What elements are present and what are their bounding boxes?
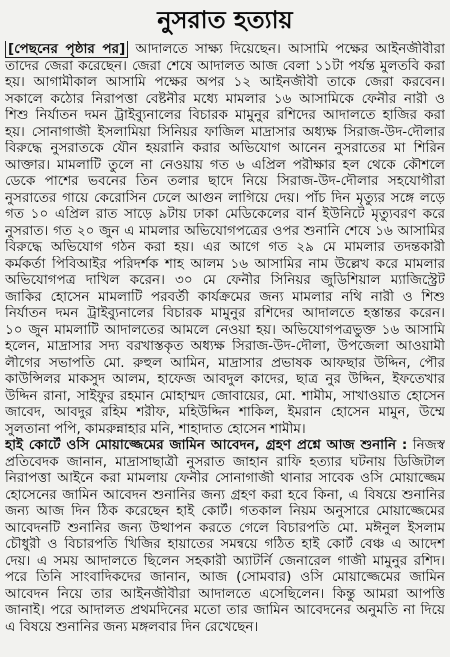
article-line: দেয়। এ সময় আদালতে ছিলেন সহকারী অ্যাটর্নি জেনারেল গাজী মামুনুর রশিদ।: [5, 552, 445, 569]
article-line: [5, 437, 445, 454]
article-line: প্রতিবেদক জানান, মাদ্রাসাছাত্রী নুসরাত জাহান রাফি হত্যার ঘটনায় ডিজিটাল: [5, 453, 445, 470]
article-line-text: নিজস্ব: [412, 437, 445, 453]
article-line: নুসরাত। গত ২০ জুন এ মামলার অভিযোগপত্রের ওপর শুনানি শেষে ১৬ আসামির: [5, 222, 445, 239]
article-line: নির্যাতন দমন ট্রাইব্যুনালের বিচারক মামুনুর রশিদের আদালতে হস্তান্তর করেন।: [5, 305, 445, 321]
paragraph: [5, 437, 445, 635]
article-body: [5, 41, 445, 635]
article-line-text: আদালতে সাক্ষ্য দিয়েছেন। আসামি পক্ষের আইনজীবীরা: [135, 41, 445, 57]
article-line: বিরুদ্ধে অভিযোগ গঠন করা হয়। এর আগে গত ২৯ মে মামলার তদন্তকারী: [5, 239, 445, 255]
article-line: শিশু নির্যাতন দমন ট্রাইব্যুনালের বিচারক মামুনুর রশিদের আদালতে হাজির করা: [5, 107, 445, 123]
article-line: আবেদন নিয়ে তার আইনজীবীরা আদালতে এসেছিলেন। কিন্তু আমরা আপত্তি: [5, 585, 445, 602]
article-line: জানাই। পরে আদালত প্রথমদিনের মতো তার জামিন আবেদনের অনুমতি না দিয়ে: [5, 602, 445, 618]
article-line: আবেদনটি শুনানির জন্য উত্থাপন করতে গেলে বিচারপতি মো. মঈনুল ইসলাম: [5, 519, 445, 536]
article-line: জাবেদ, আবদুর রহিম শরীফ, মহিউদ্দিন শাকিল, ইমরান হোসেন মামুন, উম্মে: [5, 404, 445, 420]
article-line: হয়। সোনাগাজী ইসলামিয়া সিনিয়র ফাজিল মাদ্রাসার অধ্যক্ষ সিরাজ-উদ-দৌলার: [5, 123, 445, 140]
article-line: লীগের সভাপতি মো. রুহুল আমিন, মাদ্রাসার প্রভাষক আফছার উদ্দিন, পৌর: [5, 354, 445, 371]
headline: নুসরাত হত্যায়: [157, 6, 293, 34]
article-line: জাকির হোসেন মামলাটি পরবর্তী কার্যক্রমের জন্য মামলার নথি নারী ও শিশু: [5, 288, 445, 305]
article-line: ডেকে পাশের ভবনের তিন তলার ছাদে নিয়ে সিরাজ-উদ-দৌলার সহযোগীরা: [5, 173, 445, 189]
article-line: এ বিষয়ে শুনানির জন্য মঙ্গলবার দিন রেখেছেন।: [5, 618, 259, 635]
article-line: ১০ জুন মামলাটি আদালতের আমলে নেওয়া হয়। অভিযোগপত্রভুক্ত ১৬ আসামি: [5, 321, 445, 338]
article-line: কাউন্সিলর মাকসুদ আলম, হাফেজ আবদুল কাদের, ছাত্র নুর উদ্দিন, ইফতেখার: [5, 371, 445, 387]
article-line: হলেন, মাদ্রাসার সদ্য বরখাস্তকৃত অধ্যক্ষ সিরাজ-উদ-দৌলা, উপজেলা আওয়ামী: [5, 338, 445, 354]
paragraph: [5, 41, 445, 437]
article-line: অভিযোগপত্র দাখিল করেন। ৩০ মে ফেনীর সিনিয়র জুডিশিয়াল ম্যাজিস্ট্রেট: [5, 272, 445, 288]
article-line: সকালে কঠোর নিরাপত্তা বেষ্টনীর মধ্যে মামলার ১৬ আসামিকে ফেনীর নারী ও: [5, 90, 445, 107]
article-line: সুলতানা পপি, কামরুন্নাহার মনি, শাহাদাত হোসেন শামীম।: [5, 420, 306, 437]
article-line: তাদের জেরা করেছেন। জেরা শেষে আদালত আজ বেলা ১১টা পর্যন্ত মুলতবি করা: [5, 57, 445, 74]
article-line: কর্মকর্তা পিবিআইর পরিদর্শক শাহ আলম ১৬ আসামির নাম উল্লেখ করে মামলার: [5, 255, 445, 272]
article-line: উদ্দিন রানা, সাইফুর রহমান মোহাম্মদ জোবায়ের, মো. শামীম, সাখাওয়াত হোসেন: [5, 387, 445, 404]
article-line: বিরুদ্ধে নুসরাতকে যৌন হয়রানি করার অভিযোগ আনেন নুসরাতের মা শিরিন: [5, 140, 445, 156]
subhead-lead: হাই কোর্টে ওসি মোয়াজ্জেমের জামিন আবেদন, গ্রহণ প্রশ্নে আজ শুনানি :: [5, 437, 408, 453]
article-line: পরে তিনি সাংবাদিকদের জানান, আজ (সোমবার) ওসি মোয়াজ্জেমের জামিন: [5, 569, 445, 585]
article-line: নিরাপত্তা আইনে করা মামলায় ফেনীর সোনাগাজী থানার সাবেক ওসি মোয়াজ্জেম: [5, 470, 445, 486]
article-line: জন্য আজ দিন ঠিক করেছেন হাই কোর্ট। গতকাল নিয়ম অনুসারে মোয়াজ্জেমের: [5, 503, 445, 519]
article-line: [5, 41, 445, 58]
article-line: হোসেনের জামিন আবেদন শুনানির জন্য গ্রহণ করা হবে কিনা, এ বিষয়ে শুনানির: [5, 486, 445, 503]
article-line: গত ১০ এপ্রিল রাত সাড়ে ৯টায় ঢাকা মেডিকেলের বার্ন ইউনিটে মৃত্যুবরণ করে: [5, 206, 445, 222]
article-line: আক্তার। মামলাটি তুলে না নেওয়ায় গত ৬ এপ্রিল পরীক্ষার হল থেকে কৌশলে: [5, 156, 445, 173]
article-line: হয়। আগামীকাল আসামি পক্ষের অপর ১২ আইনজীবী তাকে জেরা করবেন।: [5, 74, 445, 90]
article-line: চৌধুরী ও বিচারপতি খিজির হায়াতের সমন্বয়ে গঠিত হাই কোর্ট বেঞ্চ এ আদেশ: [5, 536, 445, 552]
article-line: নুসরাতের গায়ে কেরোসিন ঢেলে আগুন লাগিয়ে দেয়। পাঁচ দিন মৃত্যুর সঙ্গে লড়ে: [5, 189, 445, 206]
continuation-label: [পেছনের পৃষ্ঠার পর]: [5, 41, 128, 58]
